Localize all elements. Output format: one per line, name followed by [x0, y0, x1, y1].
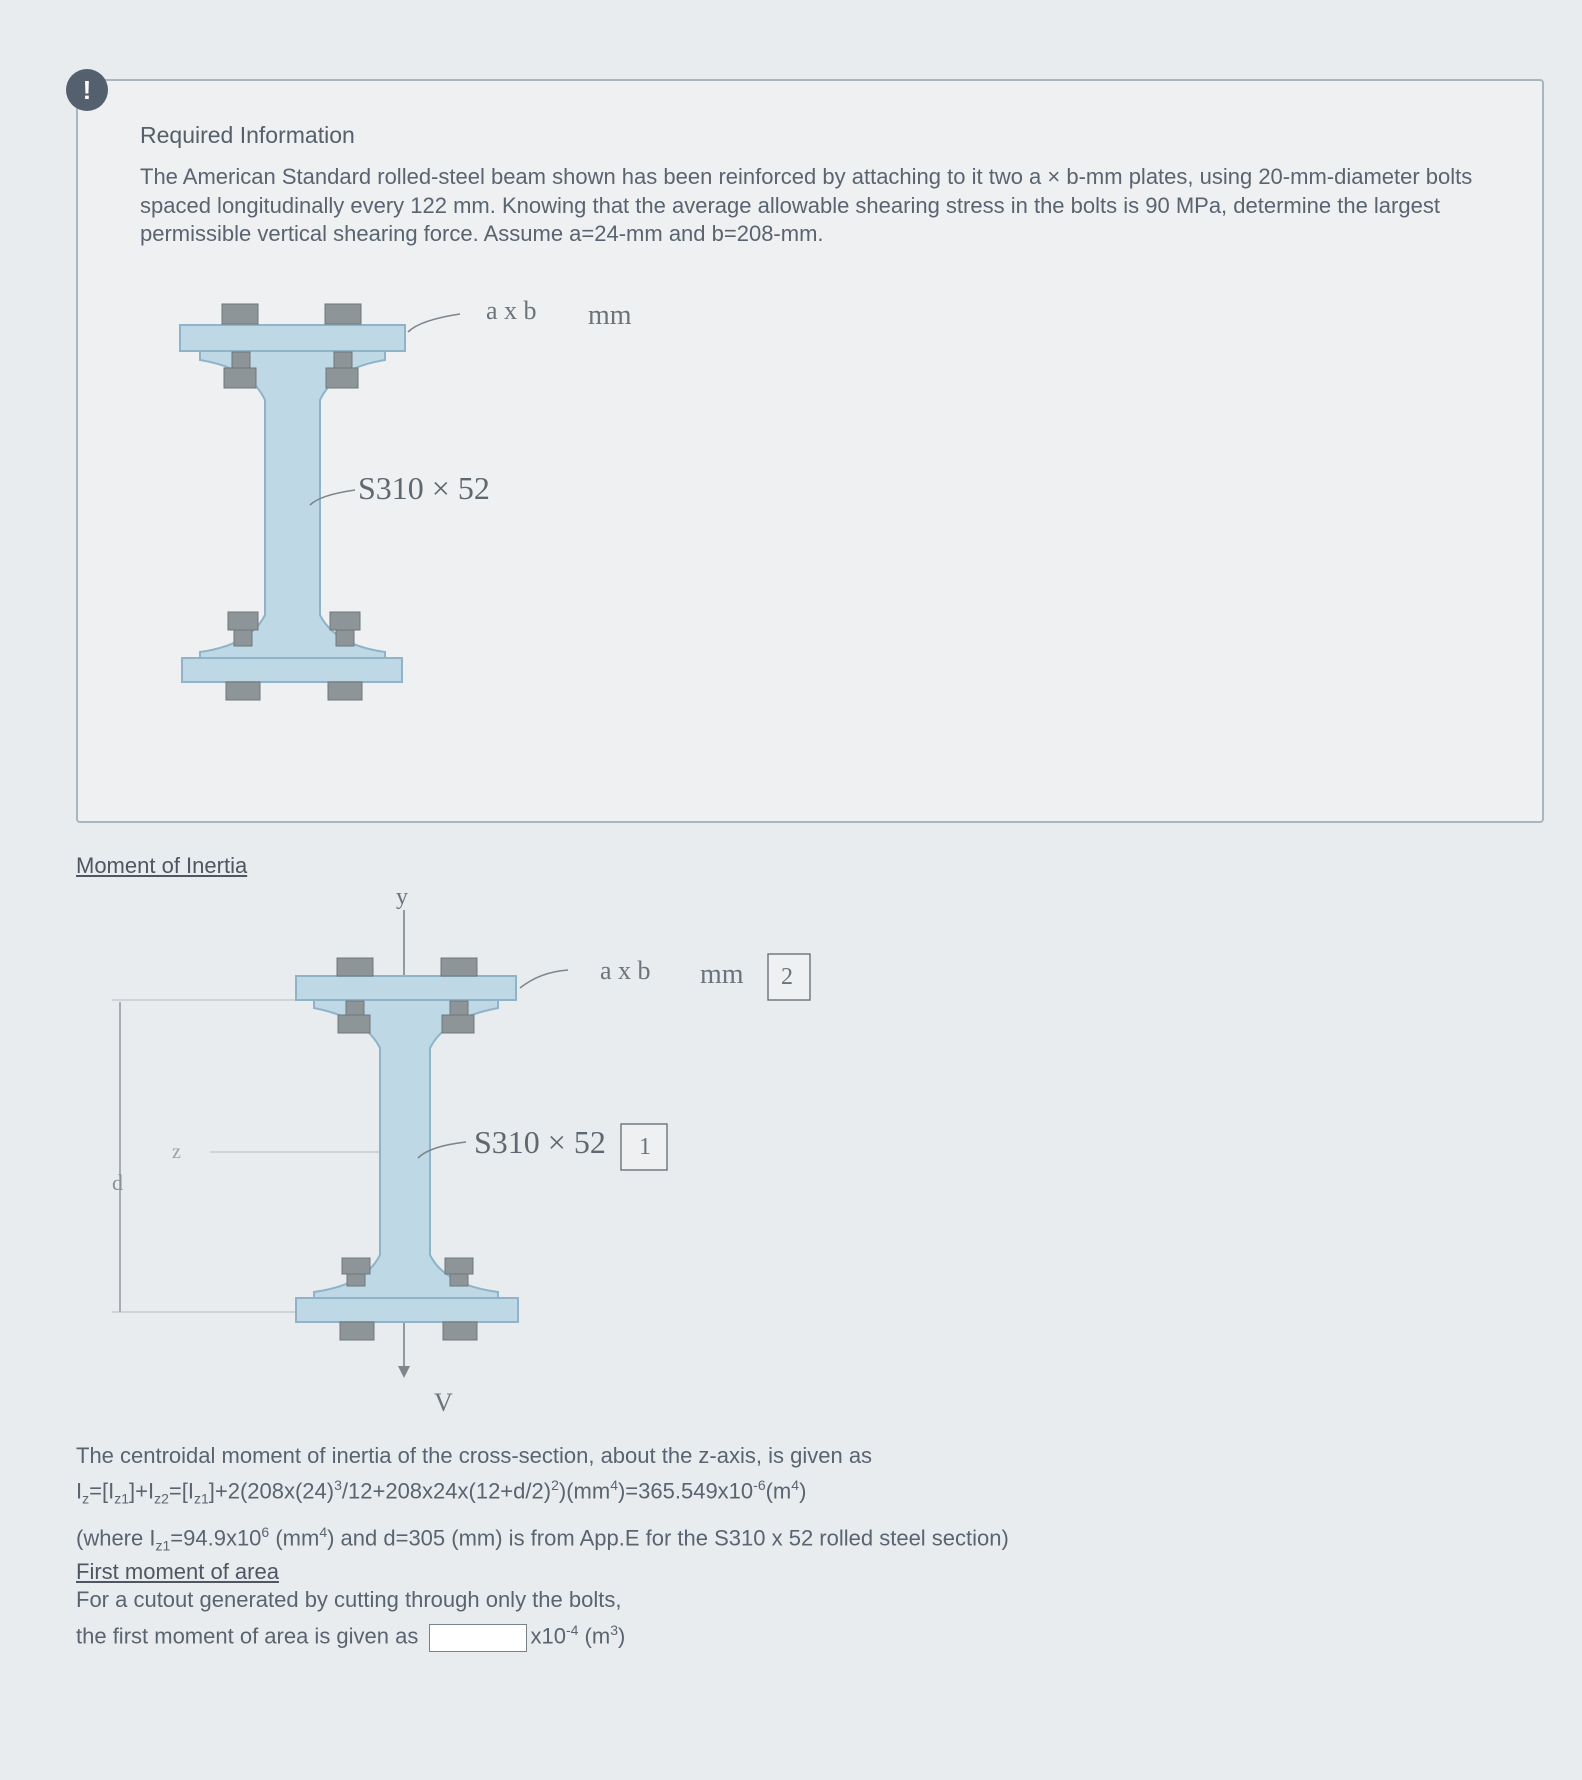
beam-section	[314, 1000, 498, 1300]
first-moment-answer-row: the first moment of area is given as $x10^{-4}$ $(m^3)$	[76, 1622, 625, 1652]
required-info-body: The American Standard rolled-steel beam shown has been reinforced by attaching to it two a × b-mm plates, using 20-mm-diameter bolts spaced longitudinally every 122 mm. Knowing that the average allowable shearing stress in the bolts is 90 MPa, determine the largest permissible vertical shearing force. Assume a=24-mm and b=208-mm.	[140, 164, 1473, 246]
plate-tag: 2	[781, 964, 793, 990]
section-tag: 1	[639, 1134, 651, 1160]
fig1-plate-label: a x b	[486, 296, 537, 325]
inertia-description: The centroidal moment of inertia of the cross-section, about the z-axis, is given as	[76, 1443, 873, 1468]
inertia-note: (where $I_{z1}=94.9x10^6$ $(mm^4)$ and d=305 (mm) is from App.E for the S310 x 52 rolled steel section)	[76, 1524, 1009, 1554]
first-moment-description: For a cutout generated by cutting through only the bolts,	[76, 1587, 622, 1612]
d-label: d	[112, 1170, 123, 1195]
fig1-unit-label: mm	[588, 300, 632, 331]
y-axis-label: y	[396, 884, 408, 910]
fig1-section-label: S310 × 52	[358, 470, 490, 506]
z-axis-label: z	[172, 1141, 181, 1163]
plate-leader	[520, 970, 568, 988]
top-plate	[296, 976, 516, 1000]
plate-leader	[408, 314, 460, 332]
first-moment-prompt: the first moment of area is given as	[76, 1623, 419, 1649]
fig2-plate-label: a x b	[600, 956, 651, 985]
v-label: V	[434, 1388, 453, 1417]
required-info-title: Required Information	[140, 122, 355, 148]
fig2-section-label: S310 × 52	[474, 1124, 606, 1160]
first-moment-answer-input[interactable]	[429, 1624, 527, 1652]
inertia-formula: $I_z=[I_{z1}]+I_{z2}=[I_{z1}]+2(208x(24)^3/12+208x24x(12+d/2)^2)(mm^4)=365.549x10^{-6}(m^4)$	[76, 1477, 807, 1507]
bottom-plate	[296, 1298, 518, 1322]
axis-arrow	[398, 1366, 410, 1378]
fig2-unit-label: mm	[700, 959, 744, 990]
moment-of-inertia-link[interactable]: Moment of Inertia	[76, 853, 248, 878]
top-plate	[180, 325, 405, 351]
first-moment-link[interactable]: First moment of area	[76, 1559, 279, 1584]
bottom-plate	[182, 658, 402, 682]
exclamation-icon: !	[66, 69, 108, 111]
